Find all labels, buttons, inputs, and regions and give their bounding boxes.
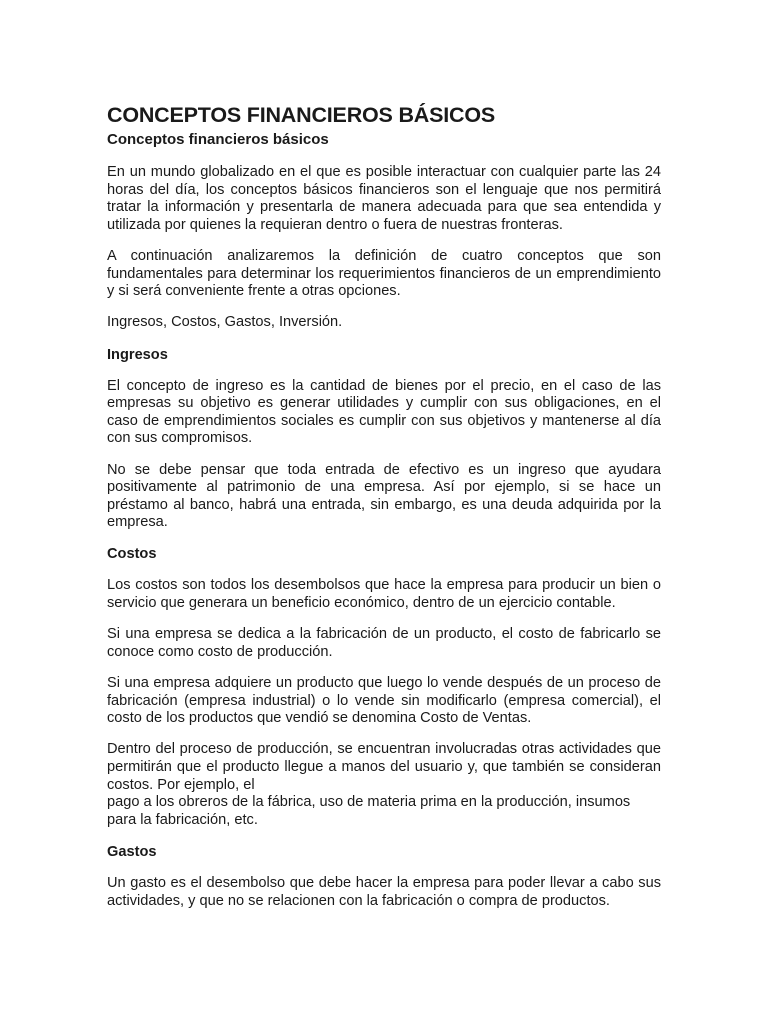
concept-list: Ingresos, Costos, Gastos, Inversión.: [107, 314, 343, 331]
costos-paragraph-4-part-2: pago a los obreros de la fábrica, uso de materia prima en la producción, insumos para la fabricación, etc.: [107, 794, 631, 828]
intro-paragraph-1: En un mundo globalizado en el que es posible interactuar con cualquier parte las 24 horas del día, los conceptos básicos financieros son el lenguaje que nos permitirá tratar la información y presentarla de manera adecuada para que sea entendida y utilizada por quienes la requieran dentro o fuera de nuestras fronteras.: [107, 164, 661, 233]
gastos-paragraph-1: Un gasto es el desembolso que debe hacer la empresa para poder llevar a cabo sus actividades, y que no se relacionen con la fabricación o compra de productos.: [107, 874, 661, 909]
document-title: CONCEPTOS FINANCIEROS BÁSICOS: [107, 103, 496, 127]
section-heading-ingresos: Ingresos: [107, 346, 168, 363]
intro-paragraph-2: A continuación analizaremos la definición de cuatro conceptos que son fundamentales para determinar los requerimientos financieros de un emprendimiento y si será conveniente frente a otras opciones.: [107, 247, 661, 300]
costos-paragraph-1: Los costos son todos los desembolsos que hace la empresa para producir un bien o servicio que generara un beneficio económico, dentro de un ejercicio contable.: [107, 577, 661, 612]
section-heading-gastos: Gastos: [107, 843, 157, 860]
costos-paragraph-2: Si una empresa se dedica a la fabricación de un producto, el costo de fabricarlo se conoce como costo de producción.: [107, 626, 661, 660]
costos-paragraph-4: [107, 741, 661, 829]
document-subtitle: Conceptos financieros básicos: [107, 131, 329, 148]
ingresos-paragraph-2: No se debe pensar que toda entrada de efectivo es un ingreso que ayudara positivamente al patrimonio de una empresa. Así por ejemplo, si se hace un préstamo al banco, habrá una entrada, sin embargo, es una deuda adquirida por la empresa.: [107, 461, 661, 531]
document-page: [107, 100, 661, 924]
section-heading-costos: Costos: [107, 546, 157, 563]
costos-paragraph-3: Si una empresa adquiere un producto que luego lo vende después de un proceso de fabricación (empresa industrial) o lo vende sin modificarlo (empresa comercial), el costo de los productos que vendió se denomina Costo de Ventas.: [107, 675, 661, 727]
costos-paragraph-4-part-1: Dentro del proceso de producción, se encuentran involucradas otras actividades que permitirán que el producto llegue a manos del usuario y, que también se consideran costos. Por ejemplo, el: [107, 741, 661, 793]
ingresos-paragraph-1: El concepto de ingreso es la cantidad de bienes por el precio, en el caso de las empresas su objetivo es generar utilidades y cumplir con sus obligaciones, en el caso de emprendimientos sociales es cumplir con sus objetivos y mantenerse al día con sus compromisos.: [107, 377, 661, 447]
